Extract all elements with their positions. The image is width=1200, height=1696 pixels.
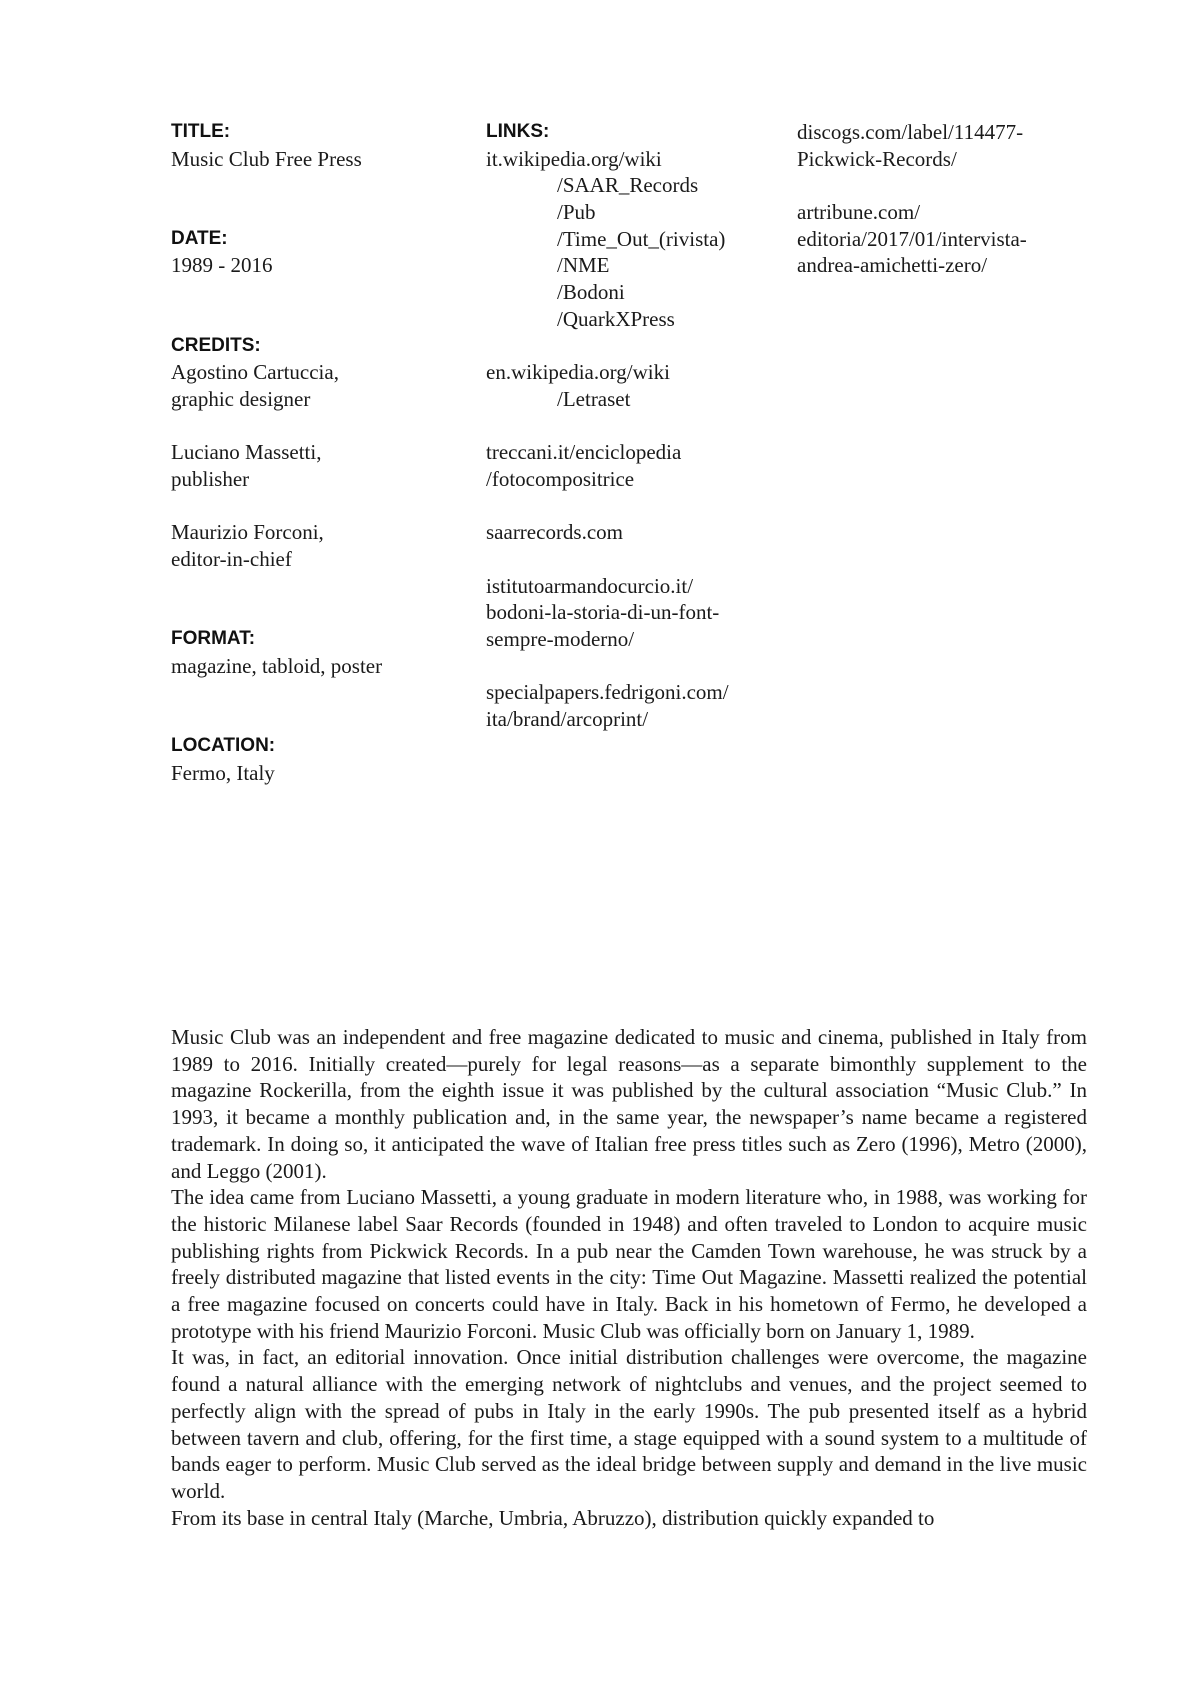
title-value: Music Club Free Press: [171, 146, 362, 171]
links-column: [486, 119, 786, 733]
body-paragraph: It was, in fact, an editorial innovation. Once initial distribution challenges were overcome, the magazine found a natural alliance with the emerging network of nightclubs and venues, and the project seemed to perfectly align with the spread of pubs in Italy in the early 1990s. The pub presented itself as a hybrid between tavern and club, offering, for the first time, a stage equipped with a sound system to a multitude of bands eager to perform. Music Club served as the ideal bridge between supply and demand in the live music world.: [171, 1345, 1087, 1503]
link-path: /SAAR_Records: [557, 173, 699, 198]
format-label: FORMAT:: [171, 628, 256, 650]
credit-name: Maurizio Forconi,: [171, 520, 324, 545]
credit-role: publisher: [171, 466, 250, 491]
link-istituto-path: bodoni-la-storia-di-un-font-: [486, 600, 720, 625]
date-label: DATE:: [171, 227, 228, 249]
link-saar: saarrecords.com: [486, 520, 624, 545]
credit-role: graphic designer: [171, 386, 311, 411]
body-paragraph: From its base in central Italy (Marche, Umbria, Abruzzo), distribution quickly expanded to: [171, 1505, 935, 1530]
link-artribune-path: andrea-amichetti-zero/: [797, 253, 988, 278]
credit-name: Agostino Cartuccia,: [171, 360, 339, 385]
link-treccani: treccani.it/enciclopedia: [486, 440, 682, 465]
link-istituto: istitutoarmandocurcio.it/: [486, 573, 694, 598]
link-en-wikipedia: en.wikipedia.org/wiki: [486, 360, 670, 385]
format-value: magazine, tabloid, poster: [171, 653, 383, 678]
location-label: LOCATION:: [171, 734, 276, 756]
link-istituto-path: sempre-moderno/: [486, 627, 635, 652]
link-path: /Letraset: [557, 386, 631, 411]
credit-name: Luciano Massetti,: [171, 440, 322, 465]
body-text: [171, 1024, 1087, 1531]
link-path: /Pub: [557, 200, 596, 225]
credits-label: CREDITS:: [171, 334, 261, 356]
link-fedrigoni: specialpapers.fedrigoni.com/: [486, 680, 729, 705]
metadata-column: [171, 119, 461, 786]
body-paragraph: Music Club was an independent and free magazine dedicated to music and cinema, published in Italy from 1989 to 2016. Initially created—purely for legal reasons—as a separate bimonthly supplement to the magazine Rockerilla, from the eighth issue it was published by the cultural association “Music Club.” In 1993, it became a monthly publication and, in the same year, the newspaper’s name became a registered trademark. In doing so, it anticipated the wave of Italian free press titles such as Zero (1996), Metro (2000), and Leggo (2001).: [171, 1025, 1087, 1183]
link-path: /NME: [557, 253, 610, 278]
link-fedrigoni-path: ita/brand/arcoprint/: [486, 707, 649, 732]
links-column-continued: [797, 119, 1097, 279]
body-paragraph: The idea came from Luciano Massetti, a young graduate in modern literature who, in 1988, was working for the historic Milanese label Saar Records (founded in 1948) and often traveled to London to acquire music publishing rights from Pickwick Records. In a pub near the Camden Town warehouse, he was struck by a freely distributed magazine that listed events in the city: Time Out Magazine. Massetti realized the potential a free magazine focused on concerts could have in Italy. Back in his hometown of Fermo, he developed a prototype with his friend Maurizio Forconi. Music Club was officially born on January 1, 1989.: [171, 1185, 1087, 1343]
credit-role: editor-in-chief: [171, 547, 292, 571]
date-value: 1989 - 2016: [171, 253, 273, 278]
link-path: /Time_Out_(rivista): [557, 226, 726, 251]
link-path: /Bodoni: [557, 280, 625, 305]
title-label: TITLE:: [171, 121, 231, 142]
link-treccani-path: /fotocompositrice: [486, 466, 635, 491]
link-path: /QuarkXPress: [557, 306, 675, 331]
link-artribune-path: editoria/2017/01/intervista-: [797, 226, 1027, 251]
link-discogs: discogs.com/label/114477-: [797, 120, 1024, 144]
links-label: LINKS:: [486, 121, 550, 142]
link-artribune: artribune.com/: [797, 200, 921, 225]
location-value: Fermo, Italy: [171, 760, 275, 785]
link-it-wikipedia: it.wikipedia.org/wiki: [486, 146, 662, 171]
link-discogs-path: Pickwick-Records/: [797, 146, 957, 171]
